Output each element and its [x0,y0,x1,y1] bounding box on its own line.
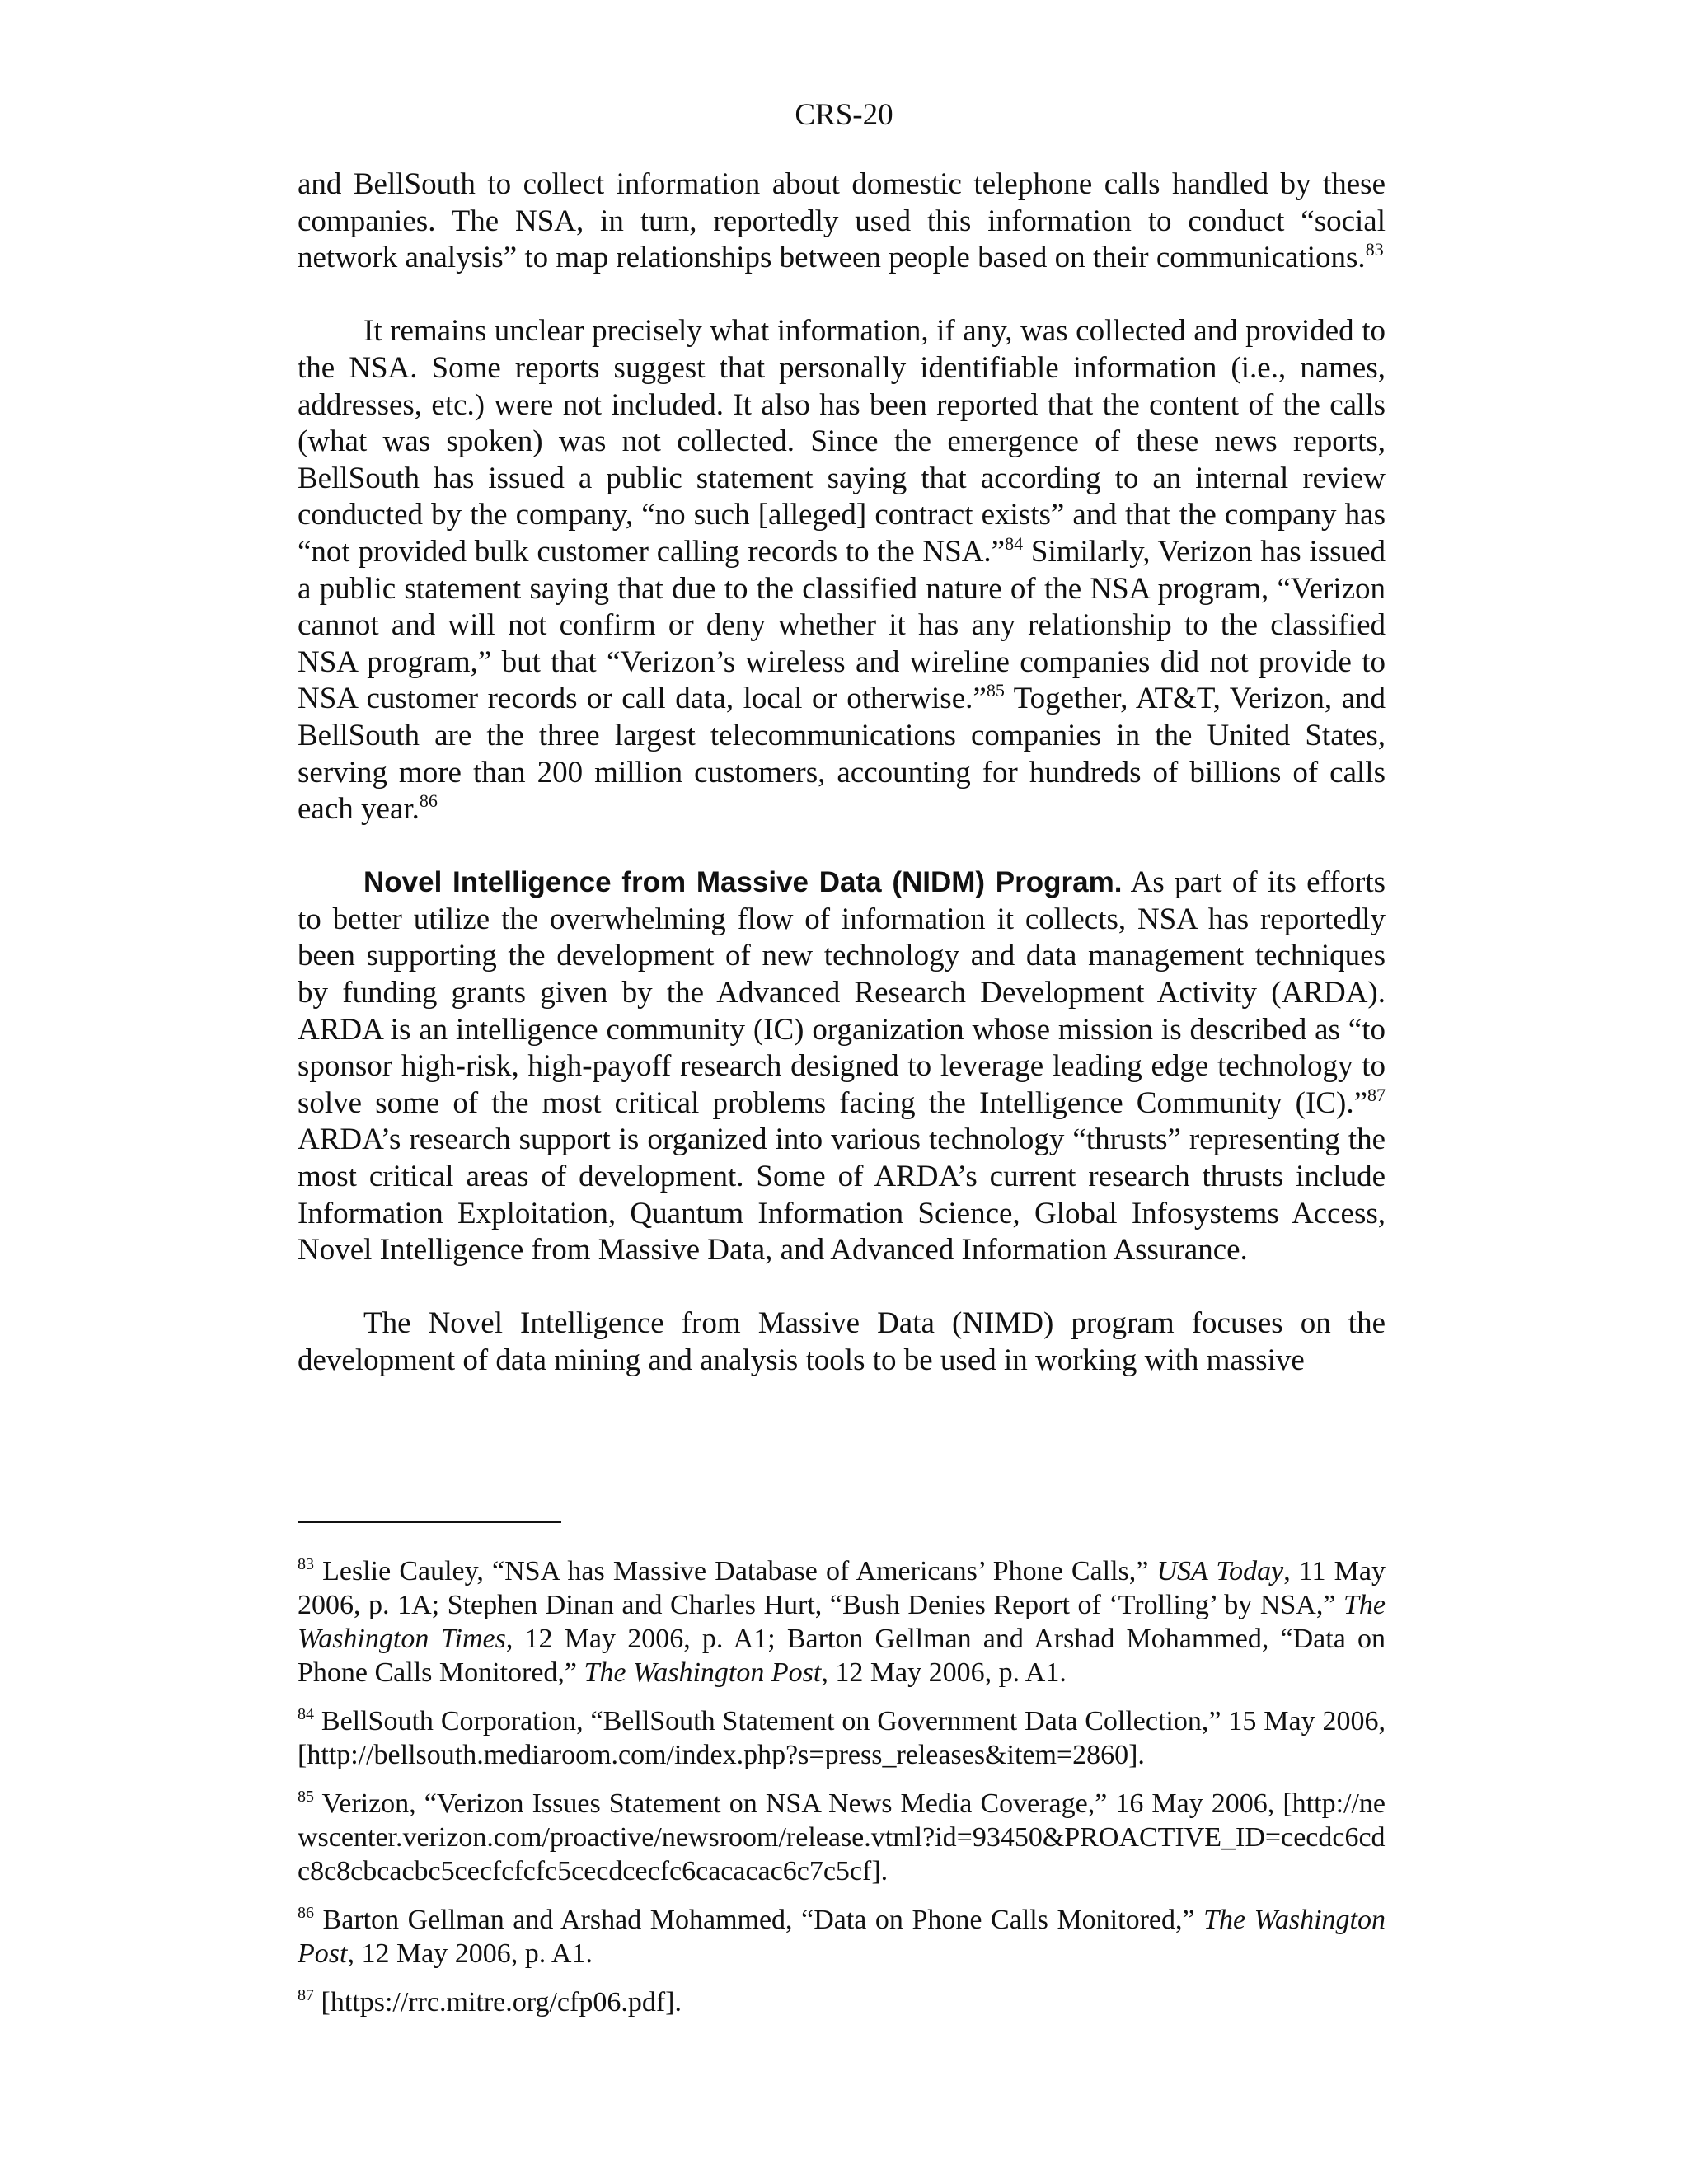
publication-title: The Washington Times [298,1590,1386,1654]
section-heading-nidm: Novel Intelligence from Massive Data (NIDM) Program. [363,866,1123,899]
footnote-number: 83 [298,1555,314,1573]
footnote-text: , 12 May 2006, p. A1; Barton Gellman and Arshad Mohammed, “Data on Phone Calls Monitored,” [298,1624,1386,1688]
footnote-83 [298,1554,1386,1690]
paragraph-3 [298,865,1386,1269]
paragraph-4-text: The Novel Intelligence from Massive Data (NIMD) program focuses on the development of data mining and analysis tools to be used in working with massive [298,1306,1386,1377]
publication-title: The Washington Post [298,1905,1386,1969]
paragraph-2-text-c: Together, AT&T, Verizon, and BellSouth are the three largest telecommunications companies in the United States, serving more than 200 million customers, accounting for hundreds of billions of calls each year. [298,682,1386,827]
paragraph-1-text: and BellSouth to collect information about domestic telephone calls handled by these companies. The NSA, in turn, reportedly used this information to conduct “social network analysis” to map relationships between people based on their communications. [298,167,1386,275]
paragraph-1 [298,166,1386,277]
footnote-ref-85[interactable]: 85 [986,680,1005,701]
footnote-ref-86[interactable]: 86 [419,790,438,812]
footnote-text: Verizon, “Verizon Issues Statement on NSA News Media Coverage,” 16 May 2006, [http://newscenter.verizon.com/proactive/newsroom/release.vtml?id=93450&PROACTIVE_ID=cecdc6cdc8c8cbcacbc5cecfcfcfc5cecdcecfc6cacacac6c7c5cf]. [298,1788,1386,1886]
footnotes [298,1554,1386,2034]
footnote-86 [298,1903,1386,1971]
footnote-ref-84[interactable]: 84 [1005,532,1024,554]
footnote-text: Leslie Cauley, “NSA has Massive Database of Americans’ Phone Calls,” [314,1556,1157,1586]
footnote-85 [298,1787,1386,1888]
footnote-text: [https://rrc.mitre.org/cfp06.pdf]. [314,1987,682,2018]
body-text [298,166,1386,1416]
paragraph-2-text-b: Similarly, Verizon has issued a public statement saying that due to the classified nature of the NSA program, “Verizon cannot and will not confirm or deny whether it has any relationship to the classified NSA program,” but that “Verizon’s wireless and wireline companies did not provide to NSA customer records or call data, local or otherwise.” [298,534,1386,716]
page-header: CRS-20 [795,98,893,132]
footnote-number: 85 [298,1788,314,1806]
footnote-ref-87[interactable]: 87 [1367,1084,1386,1105]
footnote-number: 84 [298,1705,314,1723]
paragraph-3-text-a: As part of its efforts to better utilize the overwhelming flow of information it collects, NSA has reportedly been supporting the development of new technology and data management techniques by funding grants given by the Advanced Research Development Activity (ARDA). ARDA is an intelligence community (IC) organization whose mission is described as “to sponsor high-risk, high-payoff research designed to leverage leading edge technology to solve some of the most critical problems facing the Intelligence Community (IC).” [298,865,1386,1120]
footnote-ref-83[interactable]: 83 [1365,239,1384,260]
footnote-text: Barton Gellman and Arshad Mohammed, “Data on Phone Calls Monitored,” [314,1905,1204,1935]
paragraph-4 [298,1305,1386,1379]
footnote-number: 87 [298,1986,314,2004]
footnote-number: 86 [298,1904,314,1922]
footnote-text: , 12 May 2006, p. A1. [821,1657,1067,1688]
footnote-text: BellSouth Corporation, “BellSouth Statement on Government Data Collection,” 15 May 2006, [http://bellsouth.mediaroom.com/index.php?s=press_releases&item=2860]. [298,1706,1386,1770]
publication-title: The Washington Post [584,1657,822,1688]
footnote-87 [298,1985,1386,2019]
footnote-84 [298,1704,1386,1772]
footnote-text: , 11 May 2006, p. 1A; Stephen Dinan and Charles Hurt, “Bush Denies Report of ‘Trolling’ by NSA,” [298,1556,1386,1620]
paragraph-2-text-a: It remains unclear precisely what information, if any, was collected and provided to the NSA. Some reports suggest that personally identifiable information (i.e., names, addresses, etc.) were not included. It also has been reported that the content of the calls (what was spoken) was not collected. Since the emergence of these news reports, BellSouth has issued a public statement saying that according to an internal review conducted by the company, “no such [alleged] contract exists” and that the company has “not provided bulk customer calling records to the NSA.” [298,314,1386,569]
footnote-text: , 12 May 2006, p. A1. [347,1938,593,1969]
footnote-separator [298,1521,561,1523]
paragraph-3-text-b: ARDA’s research support is organized into various technology “thrusts” representing the most critical areas of development. Some of ARDA’s current research thrusts include Information Exploitation, Quantum Information Science, Global Infosystems Access, Novel Intelligence from Massive Data, and Advanced Information Assurance. [298,1122,1386,1268]
publication-title: USA Today [1156,1556,1284,1586]
paragraph-2 [298,313,1386,827]
